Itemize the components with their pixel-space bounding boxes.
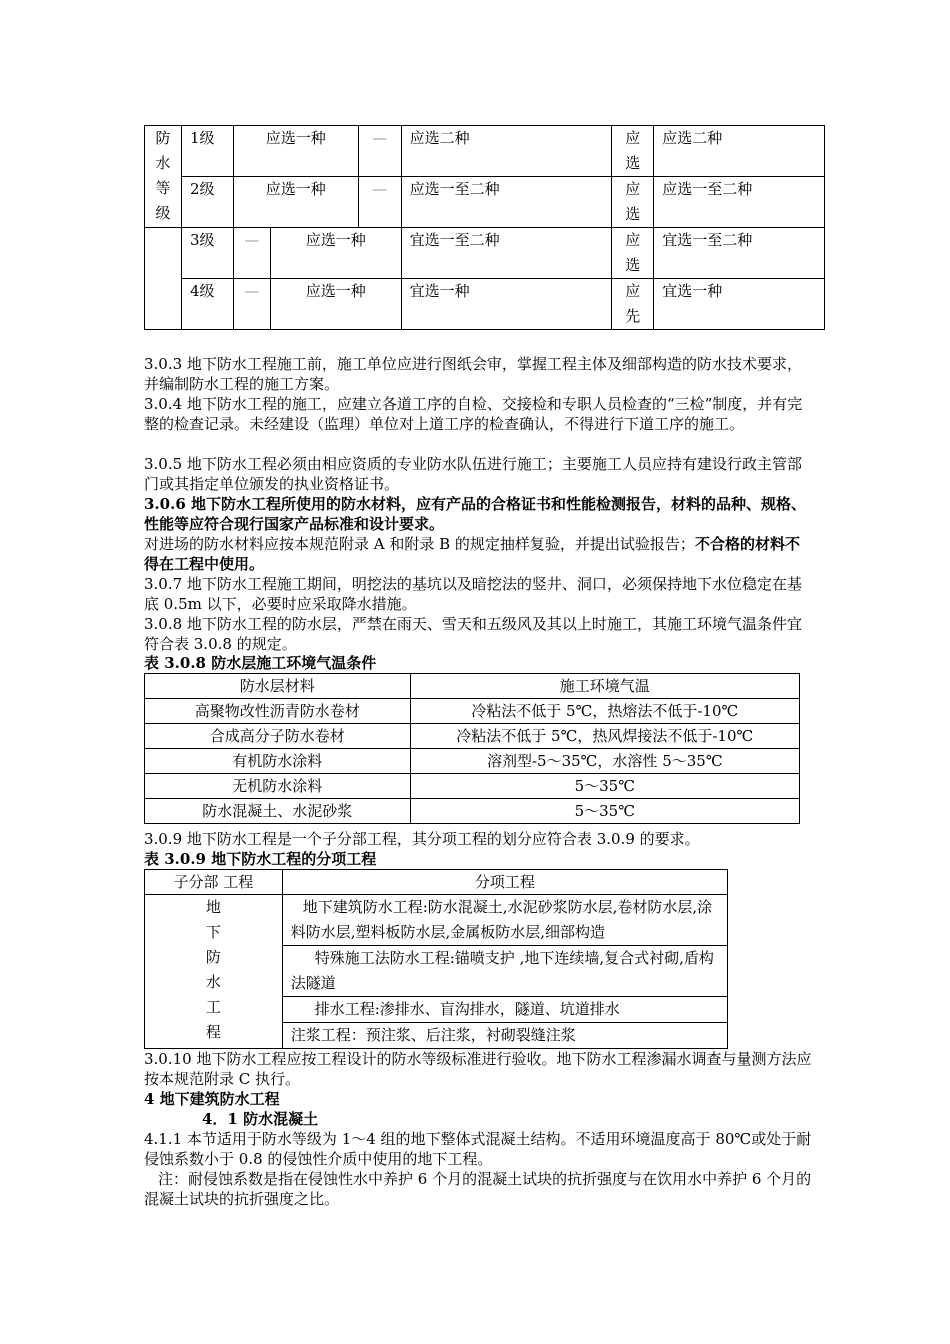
table-cell: 应选一种 (270, 279, 401, 330)
table-header: 子分部 工程 (145, 870, 283, 895)
table-cell: 应选一至二种 (654, 177, 825, 228)
grade-cell: 2级 (181, 177, 233, 228)
clause-3-0-7: 3.0.7 地下防水工程施工期间，明挖法的基坑以及暗挖法的竖井、洞口，必须保持地下水位稳定在基底 0.5m 以下，必要时应采取降水措施。 (144, 575, 802, 613)
clause-3-0-4: 3.0.4 地下防水工程的施工，应建立各道工序的自检、交接检和专职人员检查的“三检”制度，并有完整的检查记录。未经建设（监理）单位对上道工序的检查确认，不得进行下道工序的施工。 (144, 395, 803, 433)
clause-4-1-1-note: 注：耐侵蚀系数是指在侵蚀性水中养护 6 个月的混凝土试块的抗折强度与在饮用水中养护 6 个月的混凝土试块的抗折强度之比。 (144, 1170, 812, 1208)
table-cell: 应 选 (612, 177, 654, 228)
table-cell: 应选一种 (233, 177, 358, 228)
table-header: 施工环境气温 (410, 674, 799, 699)
table-cell: 宜选一至二种 (654, 228, 825, 279)
table-header: 分项工程 (282, 870, 727, 895)
grade-side-label: 防 水 等 级 (145, 126, 182, 228)
grade-cell: 3级 (181, 228, 233, 279)
section-4-heading: 4 地下建筑防水工程 (144, 1090, 280, 1108)
table-3-0-9-caption: 表 3.0.9 地下防水工程的分项工程 (144, 850, 377, 868)
table-row: 地下建筑防水工程:防水混凝土,水泥砂浆防水层,卷材防水层,涂料防水层,塑料板防水层,金属板防水层,细部构造 (282, 895, 727, 946)
clause-3-0-6: 3.0.6 地下防水工程所使用的防水材料，应有产品的合格证书和性能检测报告，材料的品种、规格、性能等应符合现行国家产品标准和设计要求。 (144, 495, 806, 533)
table-row: 有机防水涂料 溶剂型-5～35℃，水溶性 5～35℃ (145, 749, 800, 774)
temperature-table (144, 673, 800, 824)
subitem-table (144, 869, 728, 1049)
clause-3-0-3: 3.0.3 地下防水工程施工前，施工单位应进行图纸会审，掌握工程主体及细部构造的防水技术要求，并编制防水工程的施工方案。 (144, 355, 802, 393)
table-cell: 应 选 (612, 126, 654, 177)
table-cell: 应选一种 (270, 228, 401, 279)
subdivision-label: 地 下 防 水 工 程 (145, 895, 283, 1049)
table-row: 注浆工程：预注浆、后注浆，衬砌裂缝注浆 (282, 1023, 727, 1049)
table-cell: — (358, 177, 401, 228)
clause-3-0-10: 3.0.10 地下防水工程应按工程设计的防水等级标准进行验收。地下防水工程渗漏水调查与量测方法应按本规范附录 C 执行。 (144, 1050, 812, 1088)
table-row: 特殊施工法防水工程:锚喷支护 ,地下连续墙,复合式衬砌,盾构法隧道 (282, 946, 727, 997)
table-row: 高聚物改性沥青防水卷材 冷粘法不低于 5℃，热熔法不低于-10℃ (145, 699, 800, 724)
table-cell: — (233, 228, 270, 279)
table-cell: 应选二种 (654, 126, 825, 177)
table-header: 防水层材料 (145, 674, 411, 699)
table-cell: 应 先 (612, 279, 654, 330)
table-cell: — (233, 279, 270, 330)
table-cell: 宜选一种 (654, 279, 825, 330)
table-row: 防水混凝土、水泥砂浆 5～35℃ (145, 799, 800, 824)
clause-3-0-8: 3.0.8 地下防水工程的防水层，严禁在雨天、雪天和五级风及其以上时施工，其施工环境气温条件宜符合表 3.0.8 的规定。 (144, 615, 802, 653)
grade-side-empty (145, 228, 182, 330)
section-4-1-heading: 4．1 防水混凝土 (202, 1110, 319, 1128)
table-cell: 应 选 (612, 228, 654, 279)
clause-3-0-6-sampling: 对进场的防水材料应按本规范附录 A 和附录 B 的规定抽样复验，并提出试验报告；不合格的材料不得在工程中使用。 (144, 535, 800, 573)
table-cell: 宜选一至二种 (401, 228, 612, 279)
waterproof-grade-table (144, 125, 825, 330)
table-cell: 应选二种 (401, 126, 612, 177)
table-3-0-8-caption: 表 3.0.8 防水层施工环境气温条件 (144, 654, 377, 672)
clause-4-1-1: 4.1.1 本节适用于防水等级为 1～4 组的地下整体式混凝土结构。不适用环境温度高于 80℃或处于耐侵蚀系数小于 0.8 的侵蚀性介质中使用的地下工程。 (144, 1130, 812, 1168)
table-cell: 应选一至二种 (401, 177, 612, 228)
table-cell: — (358, 126, 401, 177)
table-row: 排水工程:渗排水、盲沟排水，隧道、坑道排水 (282, 997, 727, 1023)
table-row: 无机防水涂料 5～35℃ (145, 774, 800, 799)
clause-3-0-5: 3.0.5 地下防水工程必须由相应资质的专业防水队伍进行施工；主要施工人员应持有建设行政主管部门或其指定单位颁发的执业资格证书。 (144, 455, 802, 493)
table-cell: 宜选一种 (401, 279, 612, 330)
table-cell: 应选一种 (233, 126, 358, 177)
clause-3-0-9: 3.0.9 地下防水工程是一个子分部工程，其分项工程的划分应符合表 3.0.9 的要求。 (144, 830, 700, 848)
grade-cell: 4级 (181, 279, 233, 330)
grade-cell: 1级 (181, 126, 233, 177)
table-row: 合成高分子防水卷材 冷粘法不低于 5℃，热风焊接法不低于-10℃ (145, 724, 800, 749)
